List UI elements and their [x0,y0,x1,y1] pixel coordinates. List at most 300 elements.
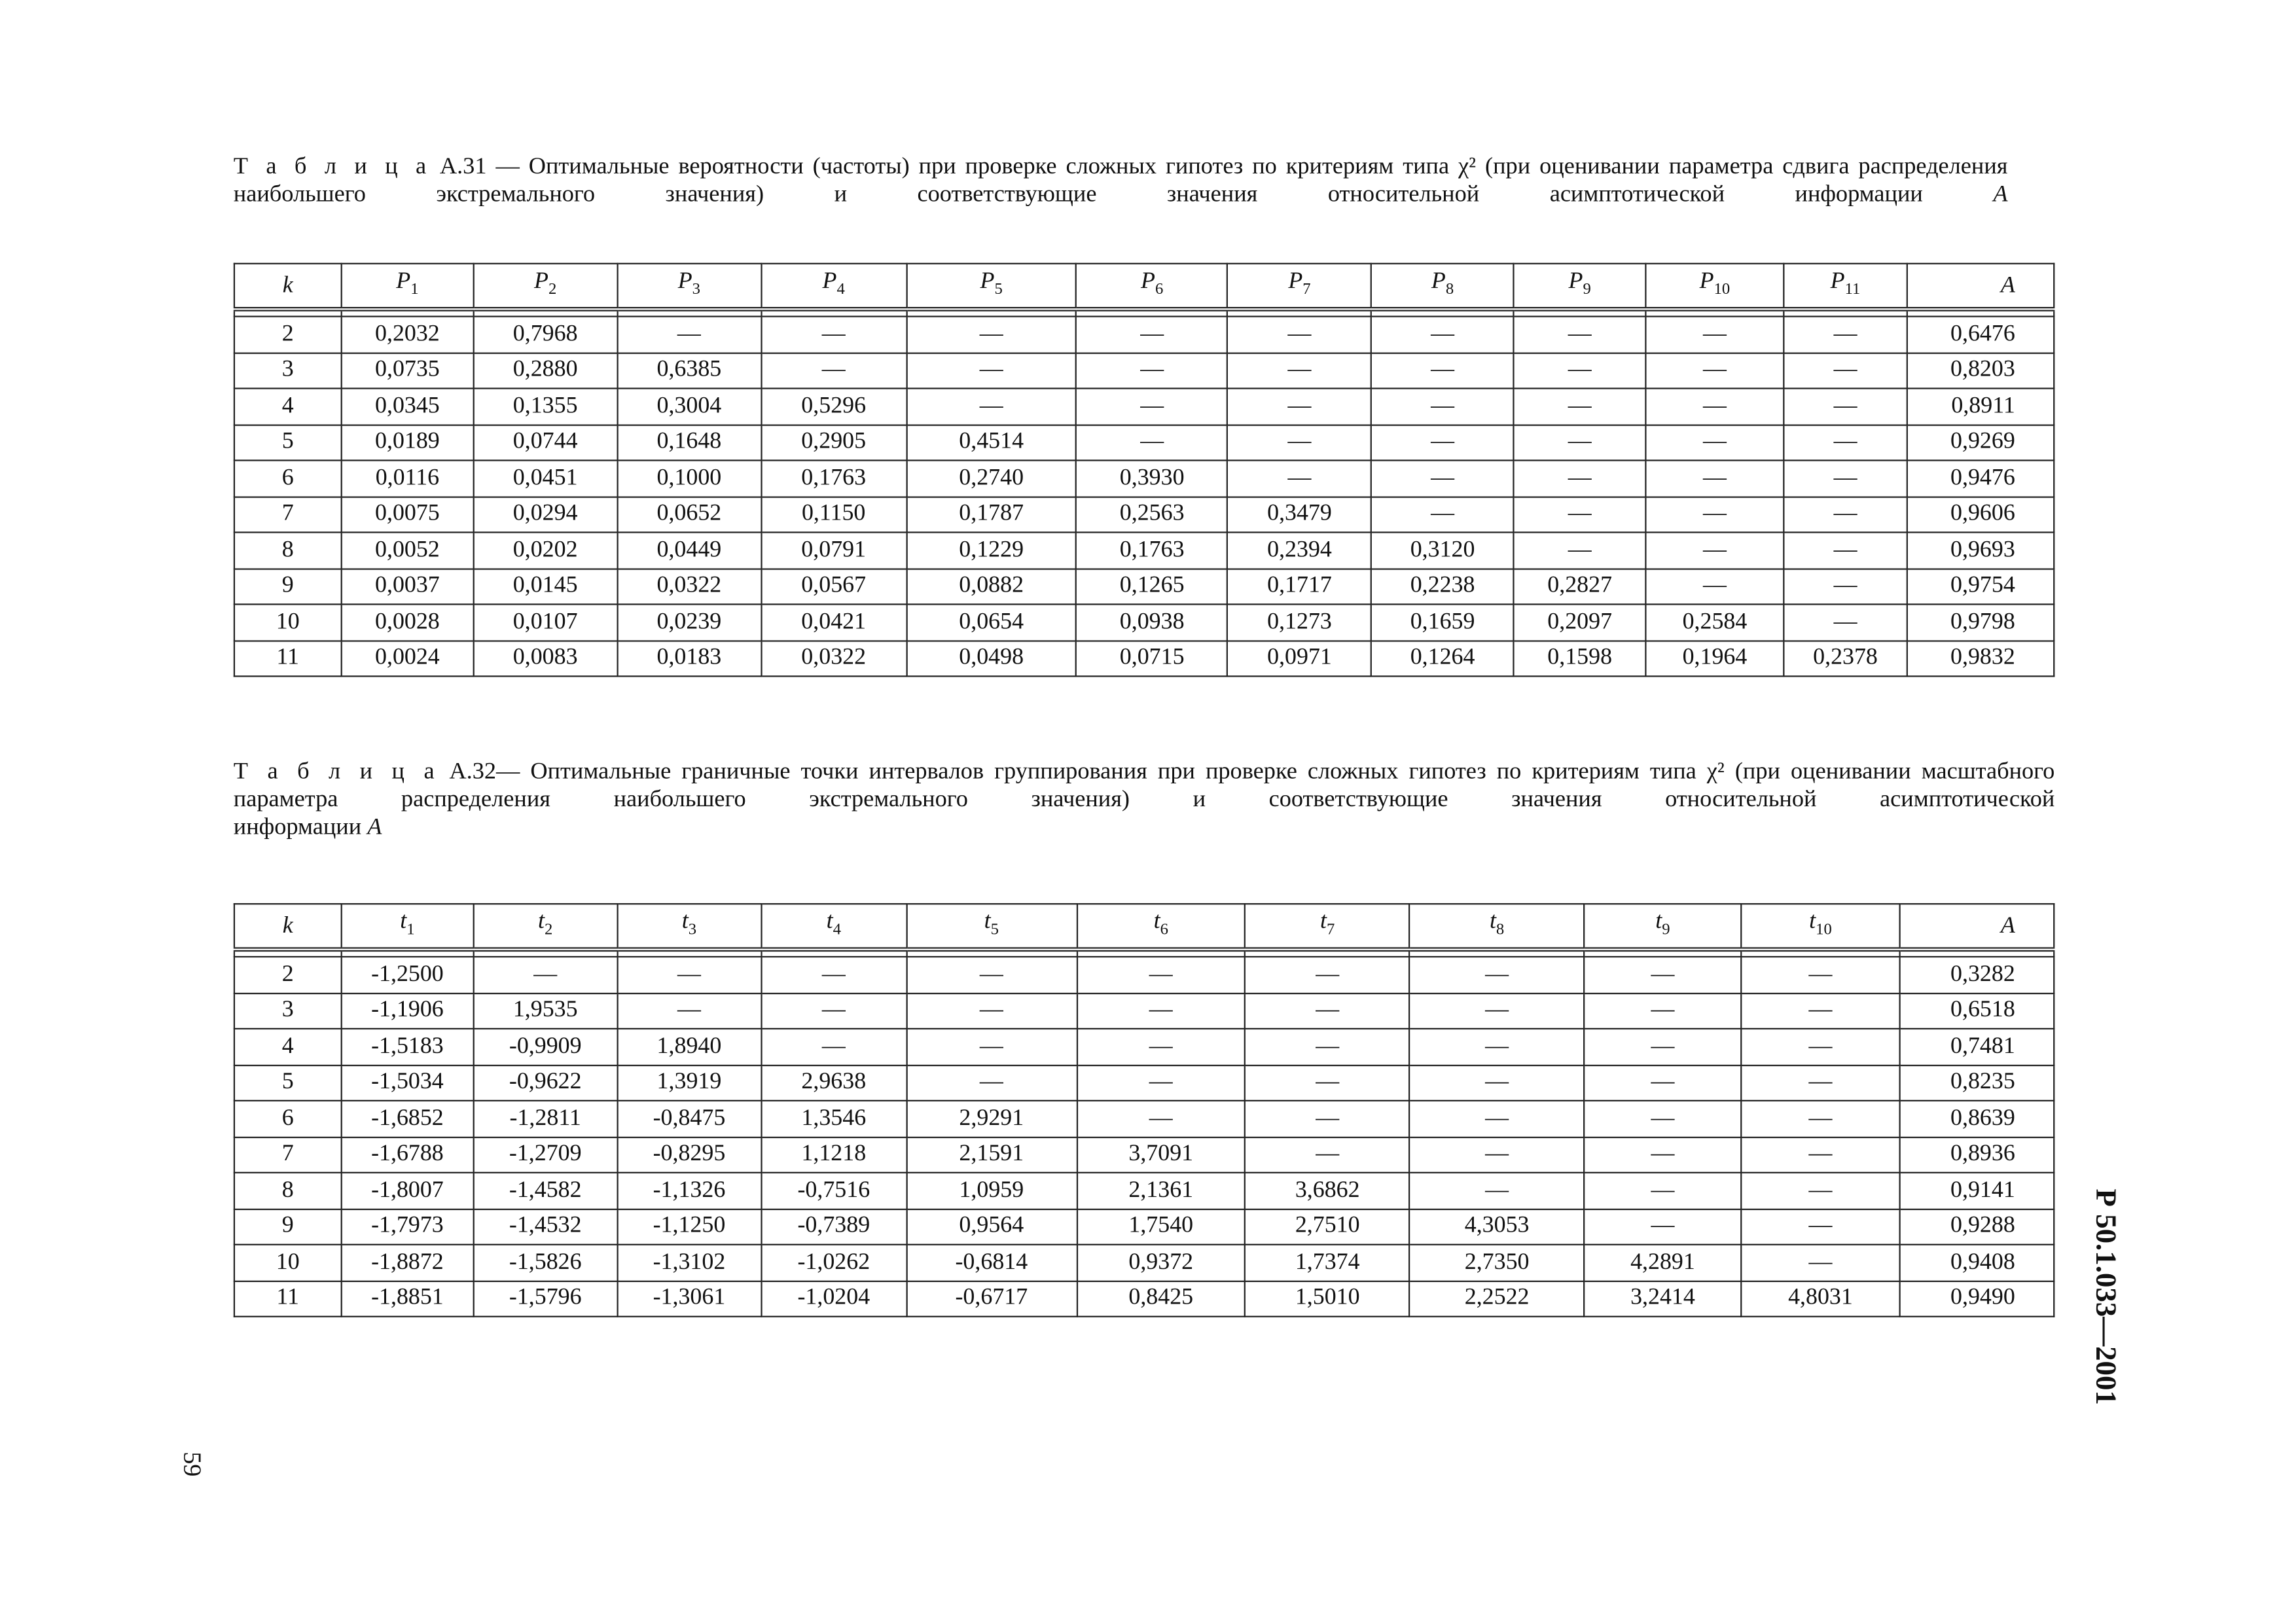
table-32-cell: 1,3919 [617,1065,761,1101]
table-32-cell: — [906,957,1077,993]
table-32-cell: -1,1906 [342,993,474,1029]
table-31-cell: 0,1264 [1371,640,1513,676]
table-31-gap-cell [1228,309,1372,316]
table-32-cell: -1,2500 [342,957,474,993]
table-31-gap-cell [473,309,617,316]
table-31-cell: — [1371,425,1513,461]
table-31-cell: — [1371,460,1513,496]
table-32-cell: -1,6788 [342,1137,474,1173]
table-32-header-cell: $t_5$ [906,904,1077,950]
table-31-cell: 6 [234,460,342,496]
table-31-cell: 0,9476 [1907,460,2054,496]
table-32-cell: — [1741,1173,1899,1209]
table-31-row [234,317,2054,353]
table-32-header-cell: $t_1$ [342,904,474,950]
table-32-header-cell: $t_8$ [1410,904,1585,950]
table-31-cell: 0,2378 [1784,640,1907,676]
table-31-cell: 0,0322 [617,568,761,604]
table-32-row [234,993,2054,1029]
table-31-cell: — [1514,532,1646,568]
table-32-cell: — [1246,957,1410,993]
table-31-cell: 0,0715 [1077,640,1228,676]
table-32-cell: -0,8295 [617,1137,761,1173]
table-31-cell: — [1077,353,1228,389]
table-31-cell: — [761,353,906,389]
table-32-header-cell: $t_{10}$ [1741,904,1899,950]
table-32-cell: 0,3282 [1900,957,2054,993]
table-32-cell: 1,5010 [1246,1281,1410,1317]
table-31-cell: — [1228,317,1372,353]
table-31-cell: 3 [234,353,342,389]
table-31-row [234,496,2054,532]
table-32-cell: 0,8235 [1900,1065,2054,1101]
table-32-cell: — [1585,1173,1742,1209]
table-32-cell: -1,6852 [342,1101,474,1137]
table-31-cell: 0,8911 [1907,389,2054,425]
table-31-cell: — [1077,317,1228,353]
table-32-cell: 0,7481 [1900,1029,2054,1065]
table-31-header-cell: $P_9$ [1514,264,1646,310]
table-31-header-cell: k [234,264,342,310]
table-31-cell: 0,0971 [1228,640,1372,676]
table-31-cell: 0,2563 [1077,496,1228,532]
table-31-cell: 0,3120 [1371,532,1513,568]
table-31-gap-cell [1077,309,1228,316]
table-31-cell: — [1228,460,1372,496]
table-31-cell: 0,1265 [1077,568,1228,604]
table-31-cell: — [1646,496,1784,532]
table-32-cell: — [1741,957,1899,993]
table-32-gap-cell [1077,950,1246,957]
table-32-prefix: Т а б л и ц а [233,757,439,785]
table-32-gap-cell [1900,950,2054,957]
document-number: Р 50.1.033—2001 [2089,1188,2122,1405]
table-32-cell: — [617,993,761,1029]
table-32-cell: -1,8007 [342,1173,474,1209]
table-31-cell: — [1784,460,1907,496]
table-31-header-cell: $P_1$ [342,264,474,310]
table-31-cell: 0,4514 [906,425,1077,461]
table-31-cell: — [1646,317,1784,353]
table-32-cell: 2,7510 [1246,1209,1410,1245]
table-31-cell: 0,0183 [617,640,761,676]
table-32-cell: -1,5826 [473,1245,617,1281]
table-31-cell: 0,0239 [617,604,761,640]
table-31-cell: 0,5296 [761,389,906,425]
table-31-cell: 4 [234,389,342,425]
table-32-cell: 3 [234,993,342,1029]
table-31-cell: 0,0145 [473,568,617,604]
table-31-cell: 0,0451 [473,460,617,496]
table-32-cell: -0,7389 [761,1209,906,1245]
table-32-row [234,1065,2054,1101]
table-31-cell: 0,0107 [473,604,617,640]
table-32-cell: 3,7091 [1077,1137,1246,1173]
table-31-cell: 0,6476 [1907,317,2054,353]
table-32-header-cell: k [234,904,342,950]
table-31-header-cell: $P_5$ [906,264,1077,310]
table-31-cell: — [1228,389,1372,425]
table-32-cell: — [1741,1029,1899,1065]
table-31-header-cell: $P_4$ [761,264,906,310]
table-32-cell: -0,8475 [617,1101,761,1137]
table-31-cell: 5 [234,425,342,461]
table-31-row [234,640,2054,676]
table-32-header-cell: $t_9$ [1585,904,1742,950]
table-32-cell: -1,4532 [473,1209,617,1245]
table-31-row [234,568,2054,604]
table-32-cell: 1,0959 [906,1173,1077,1209]
table-31-prefix: Т а б л и ц а [233,152,431,179]
table-31-row [234,604,2054,640]
table-32-cell: — [761,993,906,1029]
table-31-gap-cell [1371,309,1513,316]
table-32-cell: 2,1591 [906,1137,1077,1173]
table-32-cell: — [617,957,761,993]
table-32-cell: 4,2891 [1585,1245,1742,1281]
table-32-cell: -1,5796 [473,1281,617,1317]
table-31-header-row [234,264,2054,310]
table-32-header-cell: $t_2$ [473,904,617,950]
table-32-cell: -0,9622 [473,1065,617,1101]
table-31-cell: 0,0024 [342,640,474,676]
table-32-cell: -0,6814 [906,1245,1077,1281]
table-31-cell: 0,3479 [1228,496,1372,532]
table-31 [234,263,2055,677]
table-31-cell: 0,0116 [342,460,474,496]
table-32-cell: — [1410,1065,1585,1101]
table-32-cell: 6 [234,1101,342,1137]
table-31-cell: — [1784,389,1907,425]
table-32 [234,903,2055,1317]
table-31-cell: 0,1229 [906,532,1077,568]
table-31-cell: 0,9798 [1907,604,2054,640]
table-32-cell: — [1410,1101,1585,1137]
table-31-cell: 0,9606 [1907,496,2054,532]
table-31-gap-cell [234,309,342,316]
table-32-cell: — [1077,1029,1246,1065]
table-32-cell: — [1410,957,1585,993]
table-32-cell: 0,8639 [1900,1101,2054,1137]
table-31-cell: — [1514,317,1646,353]
table-32-cell: — [1741,1101,1899,1137]
table-32-gap-cell [234,950,342,957]
table-32-cell: 0,6518 [1900,993,2054,1029]
table-31-gap-cell [1646,309,1784,316]
table-32-gap-cell [1246,950,1410,957]
table-31-header-cell: $P_{10}$ [1646,264,1784,310]
table-31-cell: 0,0498 [906,640,1077,676]
table-32-cell: — [906,1029,1077,1065]
table-32-cell: — [1246,1101,1410,1137]
table-31-cell: 0,0421 [761,604,906,640]
table-31-cell: — [1646,353,1784,389]
table-31-cell: 0,0449 [617,532,761,568]
table-32-header-row [234,904,2054,950]
table-32-cell: -1,2709 [473,1137,617,1173]
table-32-cell: — [1246,1137,1410,1173]
table-31-cell: — [617,317,761,353]
table-31-cell: — [1646,532,1784,568]
table-32-cell: -1,4582 [473,1173,617,1209]
table-32-gap-cell [1410,950,1585,957]
table-31-gap-cell [617,309,761,316]
table-31-caption [234,152,2008,208]
table-31-cell: — [1228,353,1372,389]
table-32-header-cell: $t_4$ [761,904,906,950]
table-32-cell: — [473,957,617,993]
table-31-cell: — [1514,389,1646,425]
table-32-row [234,1101,2054,1137]
table-32-cell: — [1741,1065,1899,1101]
table-31-cell: 0,2032 [342,317,474,353]
table-32-cell: 3,2414 [1585,1281,1742,1317]
table-32-cell: 11 [234,1281,342,1317]
table-31-gap-cell [906,309,1077,316]
table-31-cell: — [906,353,1077,389]
table-32-cell: -1,2811 [473,1101,617,1137]
table-31-cell: 0,8203 [1907,353,2054,389]
table-31-cell: 8 [234,532,342,568]
table-31-header-cell: $P_6$ [1077,264,1228,310]
table-32-gap-cell [906,950,1077,957]
table-31-cell: 0,3930 [1077,460,1228,496]
table-31-cell: 0,7968 [473,317,617,353]
table-31-cell: — [1077,389,1228,425]
table-32-cell: 0,9372 [1077,1245,1246,1281]
table-31-cell: 0,1763 [761,460,906,496]
table-31-row [234,425,2054,461]
table-31-cell: 0,1787 [906,496,1077,532]
table-31-cell: — [1784,568,1907,604]
table-31-cell: — [1784,496,1907,532]
table-31-gap-cell [761,309,906,316]
table-31-cell: 0,0083 [473,640,617,676]
table-31-cell: 0,1000 [617,460,761,496]
table-32-cell: 7 [234,1137,342,1173]
table-31-cell: 9 [234,568,342,604]
table-31-cell: 0,2584 [1646,604,1784,640]
table-31-cell: 0,1355 [473,389,617,425]
table-32-cell: — [1077,957,1246,993]
table-32-gap-cell [1585,950,1742,957]
table-32-caption [234,758,2055,842]
table-32-row [234,1245,2054,1281]
table-31-cell: 0,1659 [1371,604,1513,640]
table-31-gap-cell [1514,309,1646,316]
table-31-row [234,389,2054,425]
table-31-cell: 0,2097 [1514,604,1646,640]
table-32-cell: — [1077,1101,1246,1137]
table-32-row [234,1173,2054,1209]
table-31-cell: 0,0938 [1077,604,1228,640]
table-32-cell: 2,7350 [1410,1245,1585,1281]
table-32-cell: -1,7973 [342,1209,474,1245]
table-31-cell: 0,0882 [906,568,1077,604]
table-31-cell: 0,0652 [617,496,761,532]
table-32-cell: — [1585,1065,1742,1101]
table-31-gap-cell [1784,309,1907,316]
table-31-cell: 0,0654 [906,604,1077,640]
table-32-gap-cell [342,950,474,957]
table-32-row [234,1209,2054,1245]
table-31-title-tail: A [1993,181,2008,207]
table-31-cell: 0,1763 [1077,532,1228,568]
table-32-cell: -1,0204 [761,1281,906,1317]
table-31-cell: 0,0189 [342,425,474,461]
table-31-cell: — [1784,353,1907,389]
table-31-cell: 0,1717 [1228,568,1372,604]
table-32-cell: 2,1361 [1077,1173,1246,1209]
table-32-cell: -1,8851 [342,1281,474,1317]
table-32-cell: 1,8940 [617,1029,761,1065]
table-31-cell: — [761,317,906,353]
table-32-cell: — [906,993,1077,1029]
table-31-cell: 0,2740 [906,460,1077,496]
table-32-cell: — [1246,993,1410,1029]
table-32-cell: — [1410,993,1585,1029]
table-31-cell: 0,9754 [1907,568,2054,604]
table-32-cell: 1,9535 [473,993,617,1029]
table-31-cell: 2 [234,317,342,353]
table-32-header-cell: $t_7$ [1246,904,1410,950]
table-31-cell: 7 [234,496,342,532]
table-31-cell: 0,6385 [617,353,761,389]
table-31-cell: 0,0791 [761,532,906,568]
table-31-cell: — [1784,604,1907,640]
table-32-cell: — [1741,993,1899,1029]
table-31-cell: 0,0052 [342,532,474,568]
table-31-cell: 0,1648 [617,425,761,461]
table-31-cell: — [1646,460,1784,496]
table-31-gap-cell [342,309,474,316]
table-31-row [234,460,2054,496]
table-32-cell: — [1077,993,1246,1029]
table-32-row [234,1281,2054,1317]
table-32-cell: 1,7374 [1246,1245,1410,1281]
table-32-header-cell: $t_3$ [617,904,761,950]
table-32-cell: -1,1250 [617,1209,761,1245]
table-31-cell: 0,2905 [761,425,906,461]
table-32-title-tail: A [367,813,382,840]
table-32-cell: — [1585,1137,1742,1173]
table-32-cell: — [1741,1245,1899,1281]
table-31-cell: — [1646,425,1784,461]
table-31-cell: 0,1598 [1514,640,1646,676]
table-31-cell: — [1646,568,1784,604]
table-32-cell: 2,9638 [761,1065,906,1101]
table-31-title: А.31 — Оптимальные вероятности (частоты) при проверке сложных гипотез по критериям типа χ² (при оценивании параметра сдвига распределения наибольшего экстремального значения) и соответствующие значения относительной асимптотической информации [233,152,2008,207]
table-31-cell: — [1784,425,1907,461]
table-32-header-gap [234,950,2054,957]
table-32-cell: 5 [234,1065,342,1101]
table-32-cell: 0,8936 [1900,1137,2054,1173]
table-32-cell: 10 [234,1245,342,1281]
table-32-cell: — [1741,1209,1899,1245]
table-32-cell: — [1077,1065,1246,1101]
table-32-cell: 0,8425 [1077,1281,1246,1317]
table-32-cell: 0,9564 [906,1209,1077,1245]
table-32-cell: -1,5183 [342,1029,474,1065]
table-32-header-cell: A [1900,904,2054,950]
table-32-header-cell: $t_6$ [1077,904,1246,950]
table-32-cell: 1,3546 [761,1101,906,1137]
table-32-cell: — [1246,1065,1410,1101]
table-32-cell: -0,6717 [906,1281,1077,1317]
table-31-cell: 0,0294 [473,496,617,532]
table-32-cell: 0,9141 [1900,1173,2054,1209]
table-31-cell: 0,2880 [473,353,617,389]
table-32-cell: — [906,1065,1077,1101]
table-31-row [234,353,2054,389]
table-31-cell: — [1514,353,1646,389]
table-31-cell: 0,0075 [342,496,474,532]
table-32-cell: — [1585,1029,1742,1065]
table-32-gap-cell [473,950,617,957]
table-31-cell: — [1371,389,1513,425]
table-32-cell: -1,3102 [617,1245,761,1281]
table-31-cell: 0,1273 [1228,604,1372,640]
table-31-cell: 0,0744 [473,425,617,461]
table-32-gap-cell [761,950,906,957]
table-32-title-line2: информации [233,813,362,840]
table-32-cell: -1,3061 [617,1281,761,1317]
table-32-cell: 1,7540 [1077,1209,1246,1245]
table-32-cell: -1,1326 [617,1173,761,1209]
table-32-cell: 4,8031 [1741,1281,1899,1317]
table-31-cell: 10 [234,604,342,640]
table-31-cell: 0,1964 [1646,640,1784,676]
table-31-header-cell: $P_{11}$ [1784,264,1907,310]
table-32-cell: 0,9490 [1900,1281,2054,1317]
table-32-cell: 4 [234,1029,342,1065]
table-32-cell: -0,7516 [761,1173,906,1209]
table-32-cell: — [1585,1209,1742,1245]
table-32-cell: — [1410,1173,1585,1209]
table-32-cell: -0,9909 [473,1029,617,1065]
table-32-cell: -1,8872 [342,1245,474,1281]
table-32-cell: — [1410,1029,1585,1065]
table-32-cell: 2,9291 [906,1101,1077,1137]
table-31-cell: 0,9693 [1907,532,2054,568]
table-32-cell: — [1741,1137,1899,1173]
table-31-cell: 0,0202 [473,532,617,568]
table-32-cell: -1,0262 [761,1245,906,1281]
table-31-header-cell: A [1907,264,2054,310]
table-32-row [234,1137,2054,1173]
table-31-cell: 0,0567 [761,568,906,604]
table-31-cell: 0,3004 [617,389,761,425]
table-32-cell: 9 [234,1209,342,1245]
table-32-cell: — [1585,993,1742,1029]
table-31-cell: — [906,389,1077,425]
table-31-cell: 0,2238 [1371,568,1513,604]
table-32-cell: 4,3053 [1410,1209,1585,1245]
table-32-cell: 0,9408 [1900,1245,2054,1281]
table-32-cell: — [761,1029,906,1065]
table-31-header-gap [234,309,2054,316]
table-31-cell: — [1784,317,1907,353]
page-number: 59 [178,1452,207,1477]
table-32-cell: 1,1218 [761,1137,906,1173]
table-31-cell: — [1371,317,1513,353]
table-31-cell: 0,0735 [342,353,474,389]
table-31-cell: 0,2394 [1228,532,1372,568]
table-32-cell: 2,2522 [1410,1281,1585,1317]
table-31-cell: 0,0028 [342,604,474,640]
table-31-cell: — [1514,425,1646,461]
table-31-cell: 0,9832 [1907,640,2054,676]
